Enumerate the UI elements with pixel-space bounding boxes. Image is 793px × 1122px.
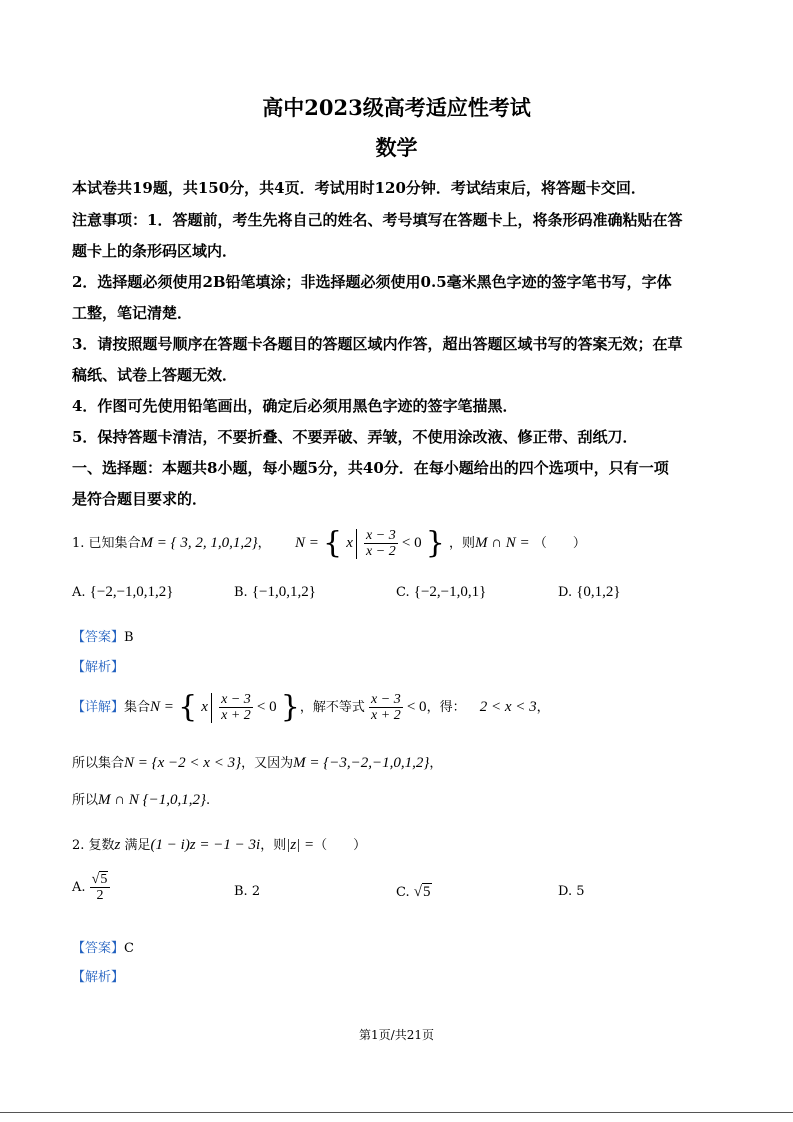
q2-lead: 2. 复数 — [72, 838, 115, 853]
q1-fraction — [364, 528, 398, 559]
q2-option-a[interactable] — [72, 872, 110, 903]
set-bar-icon — [211, 693, 212, 723]
intro-line-6: 3．请按照题号顺序在答题卡各题目的答题区域内作答，超出答题区域书写的答案无效；在草 — [72, 335, 683, 353]
q1-detail-ineq: < 0 — [256, 699, 277, 715]
q1-detail-tag: 【详解】 — [72, 700, 125, 715]
q2-option-a-label: A. — [72, 880, 86, 895]
q2-paren: （ ） — [314, 838, 367, 853]
q2-option-b[interactable]: B. 2 — [234, 884, 261, 899]
q1-detail3-text-b: . — [205, 793, 211, 808]
section-heading-1: 一、选择题：本题共8小题，每小题5分，共40分．在每小题给出的四个选项中，只有一项 — [72, 459, 669, 477]
q1-analysis-tag: 【解析】 — [72, 660, 125, 675]
q2-answer-value: C — [124, 941, 134, 956]
q1-detail-line-1 — [72, 689, 550, 725]
question-1 — [72, 525, 586, 561]
q1-answer-value: B — [124, 630, 134, 645]
intro-line-7: 稿纸、试卷上答题无效． — [72, 366, 238, 384]
q1-numerator: x − 3 — [366, 528, 396, 543]
intro-line-5: 工整，笔记清楚． — [72, 304, 193, 322]
right-brace-icon: } — [425, 525, 445, 561]
left-brace-icon: { — [323, 525, 343, 561]
q2-answer-tag: 【答案】 — [72, 941, 125, 956]
q2-option-a-fraction — [90, 872, 111, 903]
q1-option-d-label: D. — [558, 585, 573, 600]
page-bottom-divider — [0, 1112, 793, 1113]
intro-line-1: 本试卷共19题，共150分，共4页．考试用时120分钟．考试结束后，将答题卡交回． — [72, 179, 646, 197]
q1-detail-fraction-2 — [369, 692, 403, 723]
left-brace-icon: { — [178, 689, 198, 725]
q1-set-n-left: N = — [294, 535, 319, 551]
intro-line-9: 5．保持答题卡清洁，不要折叠、不要弄破、弄皱，不使用涂改液、修正带、刮纸刀． — [72, 428, 638, 446]
page-footer: 第1页/共21页 — [359, 1028, 434, 1042]
q1-paren: （ ） — [533, 536, 586, 551]
q1-detail2-text-c: ， — [429, 756, 443, 771]
set-bar-icon — [356, 529, 357, 559]
q1-detail-numerator-2: x − 3 — [371, 692, 401, 707]
q2-option-c[interactable] — [396, 884, 432, 901]
q1-option-c[interactable] — [396, 584, 486, 601]
q1-detail-range: 2 < x < 3 — [479, 699, 537, 715]
q1-option-c-label: C. — [396, 585, 410, 600]
q1-detail-line-3 — [72, 789, 210, 809]
q1-detail-denominator: x + 2 — [221, 708, 251, 723]
q1-answer-tag: 【答案】 — [72, 630, 125, 645]
q1-detail-text-b: ，解不等式 — [299, 700, 365, 715]
q1-detail-denominator-2: x + 2 — [371, 708, 401, 723]
q2-option-c-label: C. — [396, 885, 410, 900]
q1-detail3-result: M ∩ N {−1,0,1,2} — [98, 792, 206, 808]
q1-detail2-text-a: 所以集合 — [72, 756, 125, 771]
q2-then: ，则 — [260, 838, 287, 853]
q1-option-a-value: {−2,−1,0,1,2} — [89, 584, 174, 600]
q2-analysis-tag: 【解析】 — [72, 970, 125, 985]
q1-detail-x: x — [201, 699, 208, 715]
sqrt-icon: √5 — [413, 884, 431, 900]
q1-detail-fraction — [219, 692, 253, 723]
q1-ask: M ∩ N = — [474, 535, 530, 551]
q1-denominator: x − 2 — [366, 544, 396, 559]
q1-option-a[interactable] — [72, 584, 174, 601]
intro-line-2: 注意事项：1．答题前，考生先将自己的姓名、考号填写在答题卡上，将条形码准确粘贴在答 — [72, 211, 683, 229]
q1-ineq: < 0 — [401, 535, 422, 551]
q1-detail-ineq-2: < 0 — [406, 699, 427, 715]
q1-detail-text-d: ， — [536, 700, 550, 715]
question-2 — [72, 834, 366, 854]
q1-option-d[interactable] — [558, 584, 621, 601]
q1-sep: ， — [257, 536, 271, 551]
q1-detail2-text-b: ，又因为 — [241, 756, 294, 771]
q1-detail3-text-a: 所以 — [72, 793, 99, 808]
q1-lead: 1. 已知集合 — [72, 536, 141, 551]
q1-detail-text-a: 集合 — [124, 700, 151, 715]
q2-ask: |z| = — [286, 837, 315, 853]
intro-line-8: 4．作图可先使用铅笔画出，确定后必须用黑色字迹的签字笔描黑． — [72, 397, 518, 415]
section-heading-2: 是符合题目要求的． — [72, 490, 208, 508]
q1-then: ，则 — [448, 536, 475, 551]
q1-option-b[interactable] — [234, 584, 316, 601]
sqrt-icon: √5 — [90, 872, 111, 888]
q2-option-c-radicand: 5 — [423, 884, 431, 900]
q1-detail-text-c: ，得： — [426, 700, 466, 715]
q1-detail-n: N = — [150, 699, 174, 715]
q2-option-d[interactable]: D. 5 — [558, 884, 585, 899]
q2-option-a-radicand: 5 — [100, 872, 108, 887]
q2-option-a-denominator: 2 — [96, 888, 104, 903]
q1-detail2-m: M = {−3,−2,−1,0,1,2} — [293, 755, 430, 771]
q1-set-m: M = { 3, 2, 1,0,1,2} — [140, 535, 258, 551]
q1-detail-line-2 — [72, 752, 442, 772]
q2-equation: (1 − i)z = −1 − 3i — [150, 837, 261, 853]
subject-title: 数学 — [375, 135, 418, 160]
q2-var-z: z — [114, 837, 121, 853]
q2-answer — [72, 937, 134, 956]
q1-option-c-value: {−2,−1,0,1} — [413, 584, 487, 600]
q1-detail2-n: N = {x −2 < x < 3} — [124, 755, 242, 771]
q1-var-x: x — [346, 535, 353, 551]
intro-line-3: 题卡上的条形码区域内． — [72, 242, 238, 260]
q1-option-b-value: {−1,0,1,2} — [251, 584, 316, 600]
q1-option-a-label: A. — [72, 585, 86, 600]
q2-mid: 满足 — [120, 838, 151, 853]
q1-option-b-label: B. — [234, 585, 248, 600]
exam-title: 高中2023级高考适应性考试 — [262, 95, 531, 120]
q1-option-d-value: {0,1,2} — [576, 584, 621, 600]
q1-answer — [72, 626, 134, 645]
right-brace-icon: } — [280, 689, 300, 725]
intro-line-4: 2．选择题必须使用2B铅笔填涂；非选择题必须使用0.5毫米黑色字迹的签字笔书写，字体 — [72, 273, 672, 291]
q1-detail-numerator: x − 3 — [221, 692, 251, 707]
